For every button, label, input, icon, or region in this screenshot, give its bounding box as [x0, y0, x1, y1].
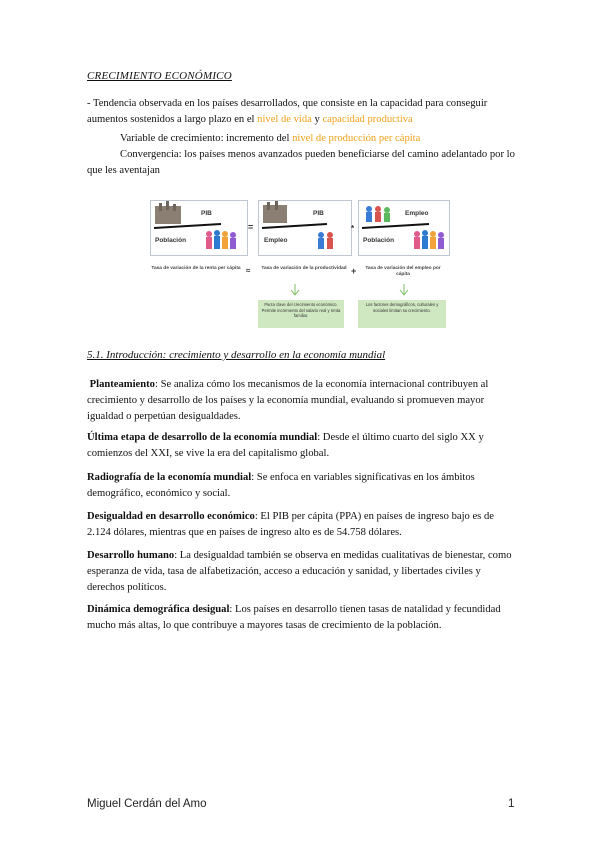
label-empleo-2: Empleo	[405, 210, 429, 217]
label-poblacion-2: Población	[363, 237, 395, 244]
note-productividad: Pieza clave del crecimiento económico. Permite incremento del salario real y renta familiar.	[258, 300, 344, 328]
item-ultima-etapa	[87, 430, 517, 462]
item-text: : El PIB per cápita (PPA) en países de ingreso bajo es de 2.124 dólares, mientras que en países de ingreso alto es de 54.758 dólares.	[87, 511, 494, 538]
caption-empleo-per-capita: Tasa de variación del empleo por cápita	[365, 266, 441, 277]
intro-connector: y	[311, 114, 323, 125]
label-poblacion: Población	[155, 237, 187, 244]
item-dinamica-demografica	[87, 602, 517, 634]
label-pib: PIB	[201, 210, 212, 217]
section-title: 5.1. Introducción: crecimiento y desarrollo en la economía mundial	[87, 349, 386, 361]
item-text: : Desde el último cuarto del siglo XX y comienzos del XXI, se vive la era del capitalismo global.	[87, 432, 484, 459]
item-heading: Desarrollo humano	[87, 550, 175, 561]
page-title: CRECIMIENTO ECONÓMICO	[87, 70, 232, 82]
item-heading: Dinámica demográfica desigual	[87, 604, 230, 615]
highlight-capacidad-productiva: capacidad productiva	[322, 114, 413, 125]
equals-sign: =	[248, 222, 254, 232]
item-heading: Radiografía de la economía mundial	[87, 472, 252, 483]
plus-sign: +	[351, 266, 357, 276]
item-heading: Última etapa de desarrollo de la economía mundial	[87, 432, 318, 443]
variable-text: Variable de crecimiento: incremento del	[120, 133, 293, 144]
item-planteamiento	[87, 377, 517, 425]
item-text: : Los países en desarrollo tienen tasas de natalidad y fecundidad mucho más altas, lo que contribuye a mayores tasas de crecimiento de la población.	[87, 604, 501, 631]
item-text: : La desigualdad también se observa en medidas cualitativas de bienestar, como esperanza de vida, tasa de alfabetización, acceso a educación y sanidad, y libertades civiles y derechos políticos.	[87, 550, 512, 593]
growth-decomposition-diagram	[150, 196, 450, 330]
item-heading: Desigualdad en desarrollo económico	[87, 511, 255, 522]
item-heading: Planteamiento	[89, 379, 155, 390]
intro-paragraph	[87, 96, 517, 128]
times-sign: *	[351, 224, 355, 233]
highlight-nivel-de-vida: nivel de vida	[257, 114, 312, 125]
item-text: : Se enfoca en variables significativas en los ámbitos demográfico, económico y social.	[87, 472, 475, 499]
item-desigualdad	[87, 509, 517, 541]
label-empleo: Empleo	[264, 237, 288, 244]
note-empleo: Los factores demográficos, culturales y sociales limitan su crecimiento.	[358, 300, 446, 328]
item-desarrollo-humano	[87, 548, 517, 596]
variable-line	[120, 131, 520, 147]
highlight-produccion-per-capita: nivel de producción per cápita	[292, 133, 421, 144]
intro-text: - Tendencia observada en los países desarrollados, que consiste en la capacidad para conseguir aumentos sostenidos a largo plazo en el	[87, 98, 488, 125]
footer-author: Miguel Cerdán del Amo	[87, 798, 207, 810]
approx-sign: ≈	[246, 266, 251, 275]
caption-productividad: Tasa de variación de la productividad	[261, 266, 347, 271]
convergence-paragraph: Convergencia: los países menos avanzados pueden beneficiarse del camino adelantado por lo que les aventajan	[87, 149, 515, 176]
label-pib-2: PIB	[313, 210, 324, 217]
item-text: : Se analiza cómo los mecanismos de la economía internacional contribuyen al crecimiento y desarrollo de los países y la economía mundial, evaluando si promueven mayor igualdad o perpetúan desigualdades.	[87, 379, 489, 422]
footer-page-number: 1	[508, 798, 515, 810]
item-radiografia	[87, 470, 517, 502]
caption-renta-per-capita: Tasa de variación de la renta per cápita	[151, 266, 241, 271]
